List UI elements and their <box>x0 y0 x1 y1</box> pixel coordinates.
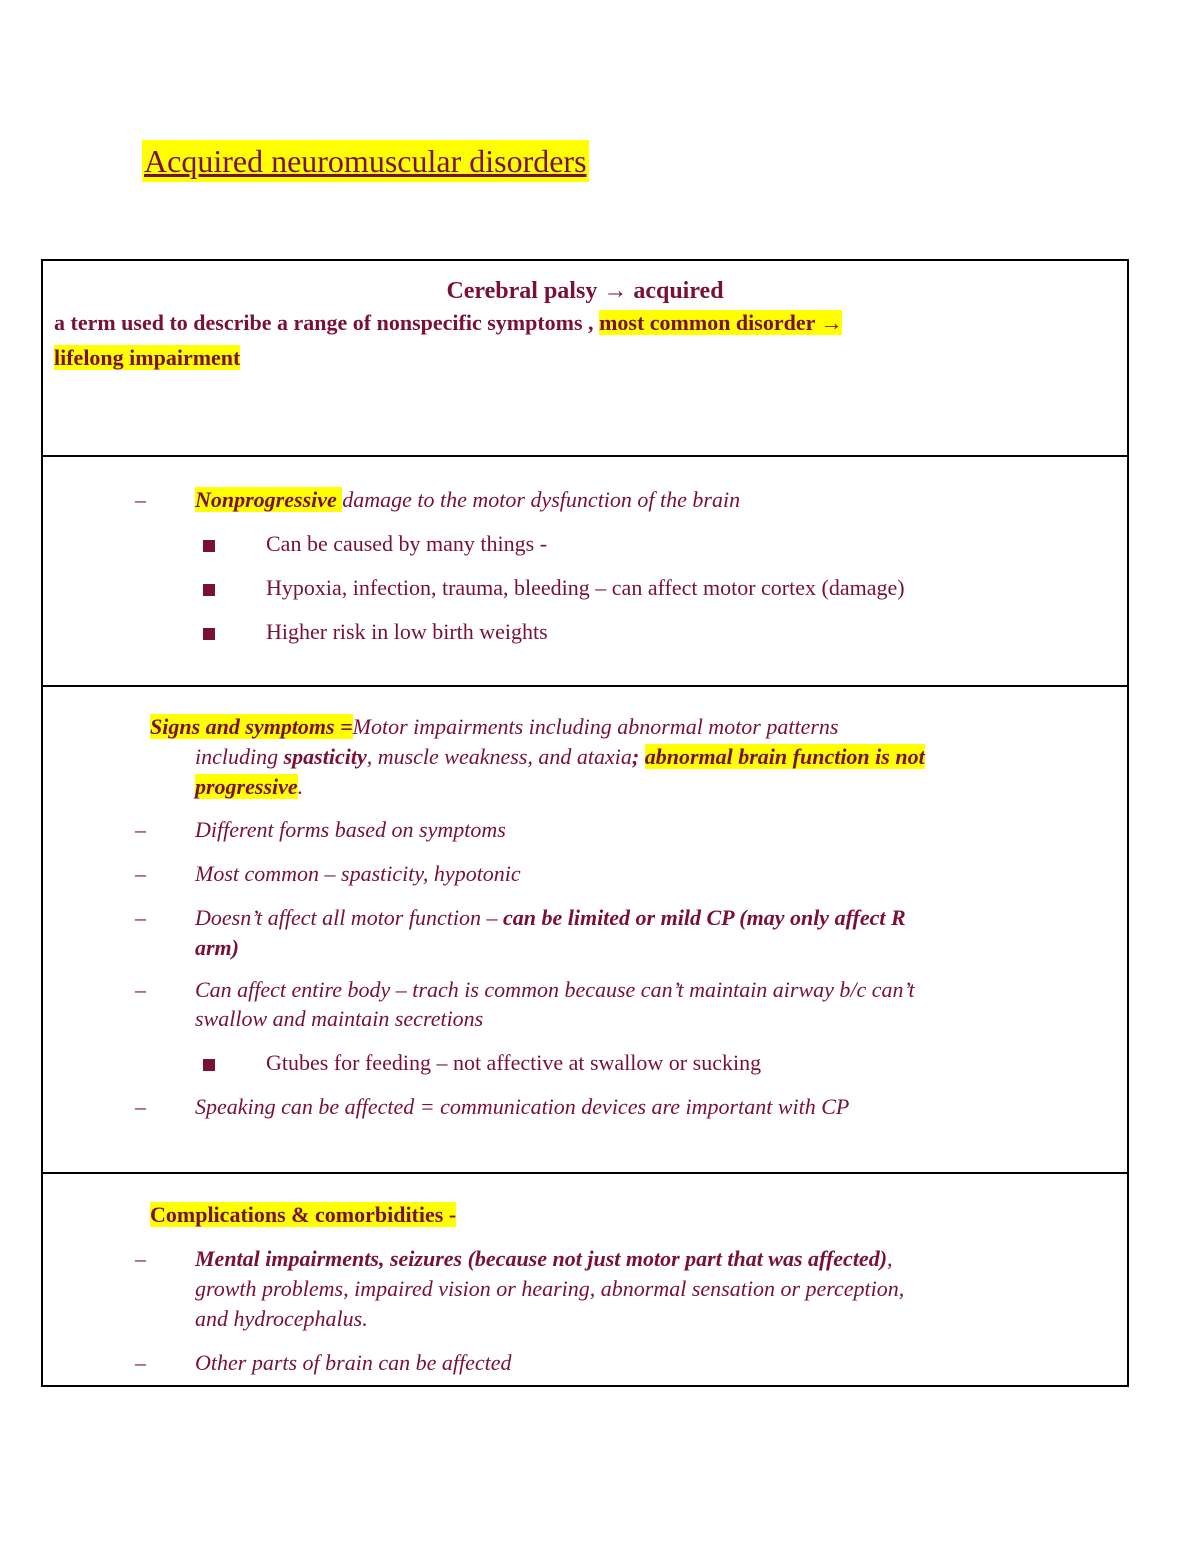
sub-item: Can be caused by many things - <box>266 531 548 556</box>
signs-line-3 <box>195 772 303 802</box>
list-item: Different forms based on symptoms <box>195 817 506 842</box>
complications-highlight: Complications & comorbidities - <box>150 1202 457 1227</box>
list-item-continued: arm) <box>195 935 239 960</box>
sub-item: Higher risk in low birth weights <box>266 619 548 644</box>
list-item-continued: growth problems, impaired vision or hearing, abnormal sensation or perception, <box>195 1276 905 1301</box>
dash-bullet: – <box>135 1094 146 1119</box>
signs-line-2 <box>195 742 925 772</box>
signs-text: , muscle weakness, and ataxia <box>366 744 632 769</box>
item-bold: can be limited or mild CP (may only affect R <box>502 905 906 930</box>
list-item: Most common – spasticity, hypotonic <box>195 861 521 886</box>
cell-complications <box>43 1174 1127 1385</box>
definition-line-1 <box>54 308 842 338</box>
signs-text: Motor impairments including abnormal motor patterns <box>352 714 839 739</box>
semicolon: ; <box>631 744 645 769</box>
list-item <box>195 903 906 933</box>
signs-text: including <box>195 744 284 769</box>
item-text: Doesn’t affect all motor function – <box>195 905 503 930</box>
signs-line-1 <box>150 712 838 742</box>
sub-item: Hypoxia, infection, trauma, bleeding – can affect motor cortex (damage) <box>266 575 905 600</box>
square-bullet-icon <box>203 1059 215 1071</box>
definition-text: a term used to describe a range of nonspecific symptoms , <box>54 310 600 335</box>
complications-heading <box>150 1200 456 1230</box>
cell-nonprogressive <box>43 457 1127 687</box>
progressive-highlight: progressive <box>195 774 298 799</box>
dash-bullet: – <box>135 1246 146 1271</box>
definition-line-2 <box>54 343 240 373</box>
square-bullet-icon <box>203 540 215 552</box>
list-item-continued: swallow and maintain secretions <box>195 1006 484 1031</box>
signs-heading: Signs and symptoms = <box>150 714 353 739</box>
item-text: , <box>887 1246 893 1271</box>
page-title: Acquired neuromuscular disorders <box>142 140 589 182</box>
square-bullet-icon <box>203 584 215 596</box>
square-bullet-icon <box>203 628 215 640</box>
cell-signs-symptoms <box>43 687 1127 1174</box>
sub-item: Gtubes for feeding – not affective at swallow or sucking <box>266 1050 762 1075</box>
dash-bullet: – <box>135 487 146 512</box>
dash-bullet: – <box>135 977 146 1002</box>
list-item: Can affect entire body – trach is common because can’t maintain airway b/c can’t <box>195 977 915 1002</box>
list-item: Speaking can be affected = communication devices are important with CP <box>195 1094 850 1119</box>
period: . <box>297 774 304 799</box>
notes-table <box>41 259 1129 1387</box>
dash-bullet: – <box>135 817 146 842</box>
definition-highlight-2: lifelong impairment <box>54 345 241 370</box>
nonprogressive-highlight: Nonprogressive <box>195 487 343 512</box>
item-bold: Mental impairments, seizures (because not just motor part that was affected) <box>195 1246 888 1271</box>
item-text: damage to the motor dysfunction of the brain <box>342 487 741 512</box>
not-progressive-highlight: abnormal brain function is not <box>644 744 925 769</box>
list-item: Other parts of brain can be affected <box>195 1350 512 1375</box>
cell-heading: Cerebral palsy → acquired <box>446 278 724 304</box>
list-item-continued: and hydrocephalus. <box>195 1306 368 1331</box>
list-item <box>195 1244 893 1274</box>
definition-highlight: most common disorder → <box>599 310 843 335</box>
dash-bullet: – <box>135 905 146 930</box>
list-item <box>195 485 740 515</box>
cell-cerebral-palsy <box>43 261 1127 457</box>
spasticity-text: spasticity <box>283 744 367 769</box>
dash-bullet: – <box>135 861 146 886</box>
dash-bullet: – <box>135 1350 146 1375</box>
